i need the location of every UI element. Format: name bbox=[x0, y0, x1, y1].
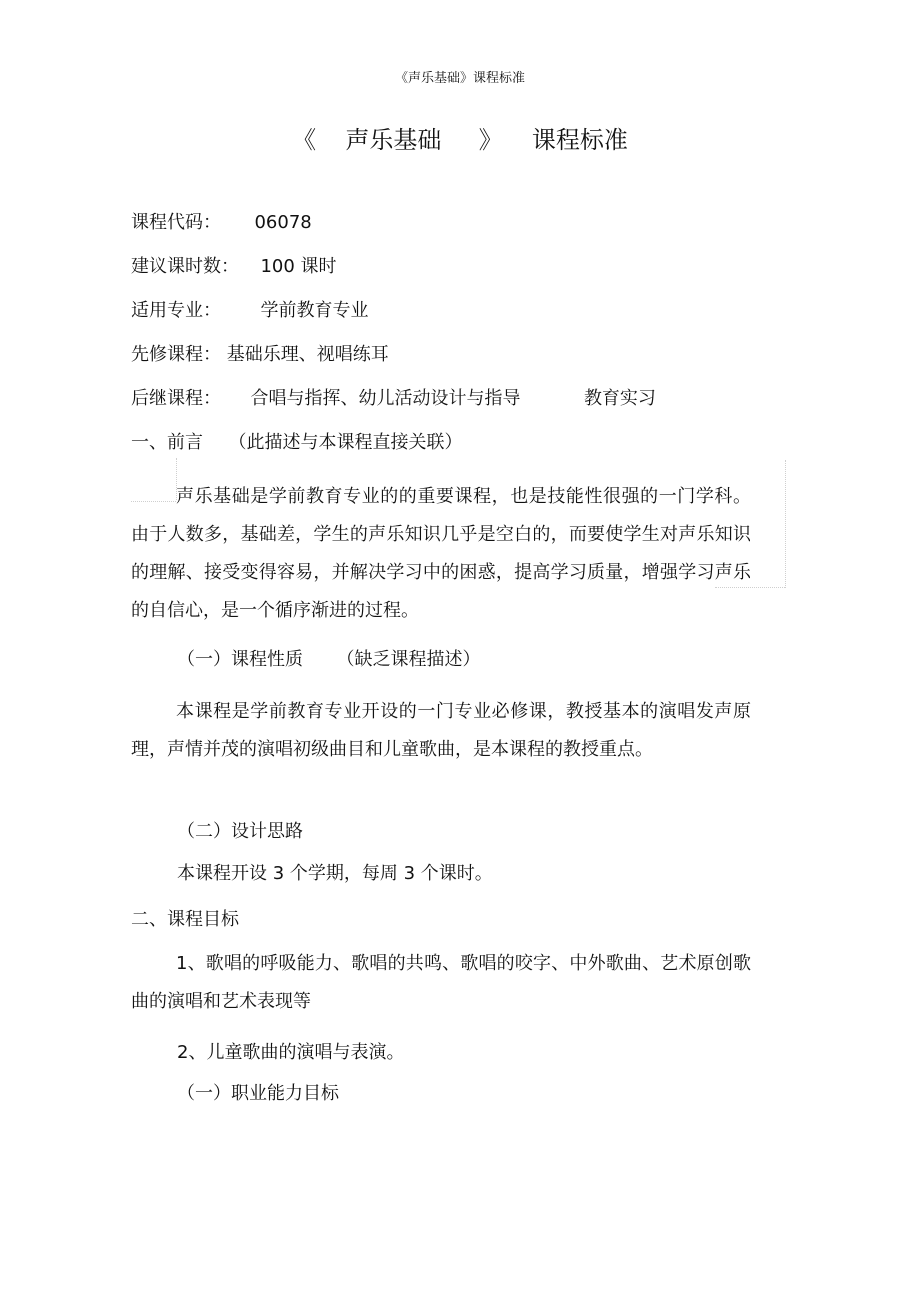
running-header: 《声乐基础》课程标准 bbox=[394, 71, 525, 86]
prereq-value: 基础乐理、视唱练耳 bbox=[226, 344, 389, 365]
followup-label: 后继课程： bbox=[131, 388, 221, 409]
preface-heading-row bbox=[131, 431, 462, 455]
prereq-row bbox=[131, 343, 389, 367]
course-code-label: 课程代码： bbox=[131, 212, 221, 233]
comment-marker-right bbox=[785, 460, 787, 588]
goal-item-1: 1、歌唱的呼吸能力、歌唱的共鸣、歌唱的咬字、中外歌曲、艺术原创歌曲的演唱和艺术表现等 bbox=[131, 953, 751, 1012]
goal-item-2: 2、儿童歌曲的演唱与表演。 bbox=[177, 1042, 405, 1063]
course-hours-value: 100 课时 bbox=[260, 256, 337, 277]
nature-heading-row bbox=[177, 648, 480, 672]
major-label: 适用专业： bbox=[131, 300, 221, 321]
followup-value-1: 合唱与指挥、幼儿活动设计与指导 bbox=[250, 388, 521, 409]
preface-heading: 一、前言 bbox=[131, 432, 203, 453]
title-course-name: 声乐基础 bbox=[345, 126, 442, 154]
title-open-bracket: 《 bbox=[292, 126, 317, 154]
course-hours-row bbox=[131, 255, 337, 279]
title-suffix: 课程标准 bbox=[531, 126, 628, 154]
course-code-row bbox=[131, 211, 312, 235]
nature-heading: （一）课程性质 bbox=[177, 649, 303, 670]
ability-heading: （一）职业能力目标 bbox=[177, 1083, 339, 1104]
design-heading: （二）设计思路 bbox=[177, 821, 303, 842]
title-close-bracket: 》 bbox=[478, 126, 503, 154]
major-row bbox=[131, 299, 368, 323]
followup-value-2: 教育实习 bbox=[583, 388, 656, 409]
document-title bbox=[0, 120, 920, 155]
prereq-label: 先修课程： bbox=[131, 344, 221, 365]
preface-paragraph: 声乐基础是学前教育专业的的重要课程，也是技能性很强的一门学科。由于人数多，基础差，学生的声乐知识几乎是空白的，而要使学生对声乐知识的理解、接受变得容易，并解决学习中的困惑，提高学习质量，增强学习声乐的自信心，是一个循序渐进的过程。 bbox=[131, 486, 751, 621]
goal-heading: 二、课程目标 bbox=[131, 909, 239, 930]
followup-row bbox=[131, 387, 656, 411]
major-value: 学前教育专业 bbox=[260, 300, 369, 321]
course-hours-label: 建议课时数： bbox=[131, 256, 239, 277]
course-code-value: 06078 bbox=[254, 212, 312, 233]
preface-note: （此描述与本课程直接关联） bbox=[228, 432, 463, 453]
nature-paragraph: 本课程是学前教育专业开设的一门专业必修课，教授基本的演唱发声原理，声情并茂的演唱初级曲目和儿童歌曲，是本课程的教授重点。 bbox=[131, 701, 751, 760]
design-paragraph: 本课程开设 3 个学期，每周 3 个课时。 bbox=[177, 863, 493, 884]
nature-note: （缺乏课程描述） bbox=[336, 649, 481, 670]
